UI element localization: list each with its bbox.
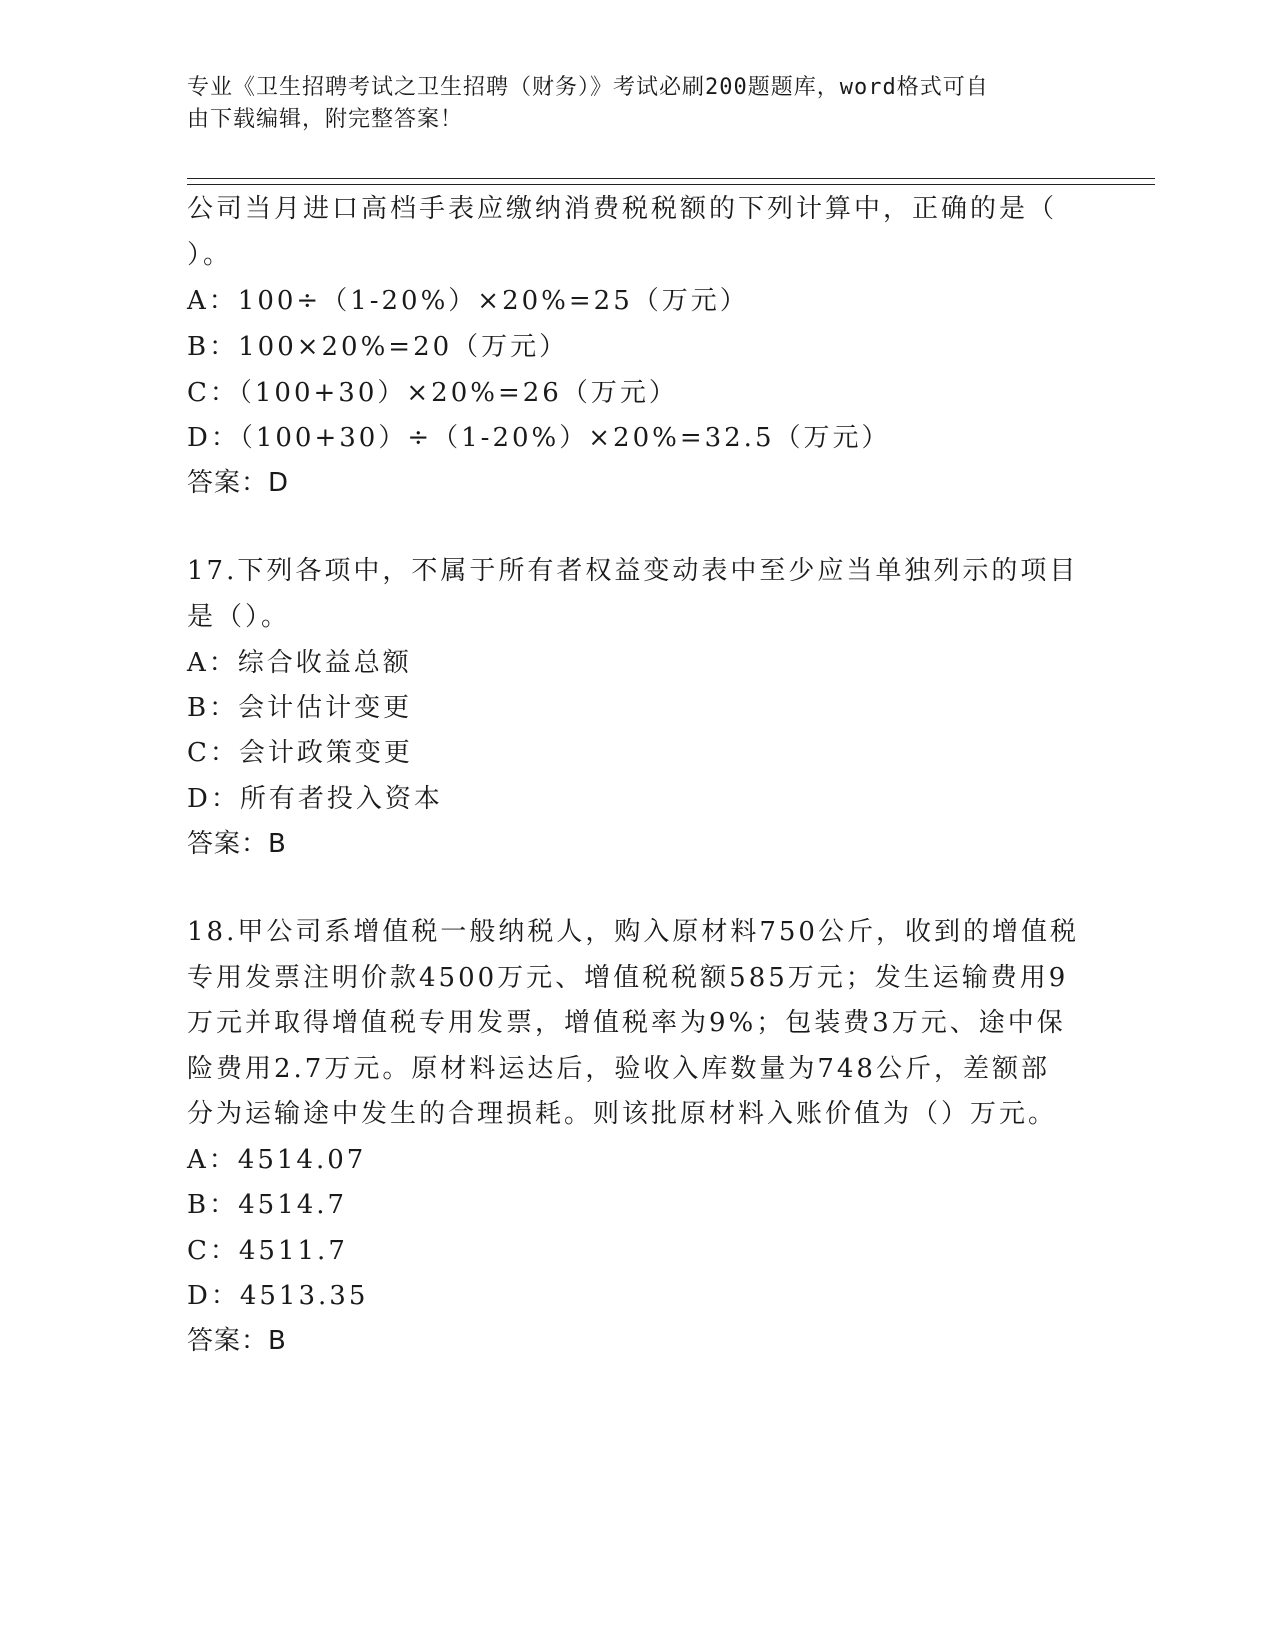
- q18-stem-line-5: 分为运输途中发生的合理损耗。则该批原材料入账价值为（）万元。: [187, 1099, 1058, 1129]
- q17-stem-line-1: 17.下列各项中，不属于所有者权益变动表中至少应当单独列示的项目: [187, 556, 1079, 586]
- q16-option-d: D：（100+30）÷（1-20%）×20%=32.5（万元）: [187, 423, 891, 453]
- q18-stem-line-4: 险费用2.7万元。原材料运达后，验收入库数量为748公斤，差额部: [187, 1054, 1050, 1084]
- q16-option-c: C：（100+30）×20%=26（万元）: [187, 378, 678, 408]
- header-line-2: 由下载编辑，附完整答案！: [187, 107, 464, 132]
- q18-option-b: B：4514.7: [187, 1190, 348, 1220]
- header-divider-top: [187, 178, 1155, 179]
- q16-option-a: A：100÷（1-20%）×20%=25（万元）: [187, 286, 749, 316]
- q16-stem-line-1: 公司当月进口高档手表应缴纳消费税税额的下列计算中，正确的是（: [187, 194, 1058, 224]
- q17-option-c: C：会计政策变更: [187, 738, 413, 768]
- document-header: [187, 72, 1067, 136]
- q17-answer: 答案：B: [187, 829, 287, 859]
- q17-option-d: D：所有者投入资本: [187, 784, 443, 814]
- q16-answer: 答案：D: [187, 468, 290, 498]
- q17-stem-line-2: 是（）。: [187, 602, 291, 632]
- q18-option-d: D：4513.35: [187, 1281, 369, 1311]
- q18-stem-line-3: 万元并取得增值税专用发票，增值税率为9%；包装费3万元、途中保: [187, 1008, 1066, 1038]
- header-line-1: 专业《卫生招聘考试之卫生招聘（财务）》考试必刷200题题库，word格式可自: [187, 75, 989, 100]
- q18-stem-line-2: 专用发票注明价款4500万元、增值税税额585万元；发生运输费用9: [187, 963, 1069, 993]
- q17-option-b: B：会计估计变更: [187, 693, 413, 723]
- q18-option-a: A：4514.07: [187, 1145, 367, 1175]
- q18-option-c: C：4511.7: [187, 1236, 348, 1266]
- q18-stem-line-1: 18.甲公司系增值税一般纳税人，购入原材料750公斤，收到的增值税: [187, 917, 1079, 947]
- q16-option-b: B：100×20%=20（万元）: [187, 332, 569, 362]
- q18-answer: 答案：B: [187, 1326, 287, 1356]
- q16-stem-line-2: ）。: [187, 240, 233, 270]
- q17-option-a: A：综合收益总额: [187, 648, 412, 678]
- header-divider-bottom: [187, 184, 1155, 185]
